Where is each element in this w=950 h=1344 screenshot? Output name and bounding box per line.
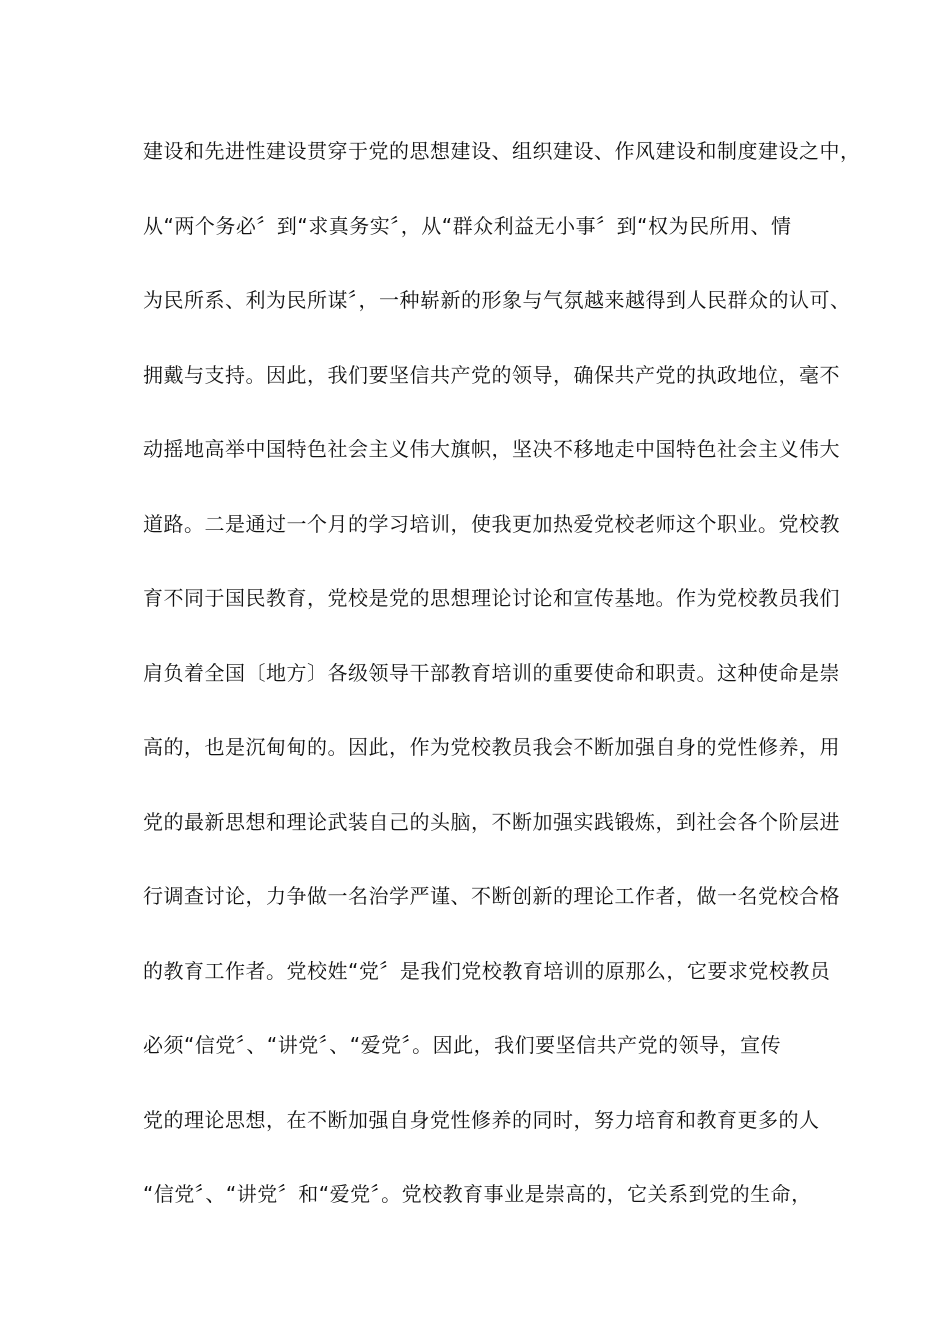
body-text bbox=[143, 128, 861, 1246]
text-line: 道路。二是通过一个月的学习培训，使我更加热爱党校老师这个职业。党校教 bbox=[143, 511, 840, 536]
text-line: 为民所系、利为民所谋〞，一种崭新的形象与气氛越来越得到人民群众的认可、 bbox=[143, 288, 851, 312]
text-line: 拥戴与支持。因此，我们要坚信共产党的领导，确保共产党的执政地位，毫不 bbox=[143, 362, 840, 387]
text-line: 必须“信党〞、“讲党〞、“爱党〞。因此，我们要坚信共产党的领导，宣传 bbox=[143, 1033, 782, 1057]
text-line: 党的最新思想和理论武装自己的头脑，不断加强实践锻炼，到社会各个阶层进 bbox=[143, 809, 840, 834]
text-line: 高的，也是沉甸甸的。因此，作为党校教员我会不断加强自身的党性修养，用 bbox=[143, 735, 840, 759]
text-line: 行调查讨论，力争做一名治学严谨、不断创新的理论工作者，做一名党校合格 bbox=[143, 884, 840, 908]
text-line: 建设和先进性建设贯穿于党的思想建设、组织建设、作风建设和制度建设之中， bbox=[143, 139, 861, 163]
text-line: “信党〞、“讲党〞和“爱党〞。党校教育事业是崇高的，它关系到党的生命， bbox=[143, 1182, 812, 1206]
text-line: 育不同于国民教育，党校是党的思想理论讨论和宣传基地。作为党校教员我们 bbox=[143, 586, 840, 610]
text-line: 党的理论思想，在不断加强自身党性修养的同时，努力培育和教育更多的人 bbox=[143, 1107, 820, 1132]
text-line: 肩负着全国〔地方〕各级领导干部教育培训的重要使命和职责。这种使命是崇 bbox=[143, 660, 840, 685]
text-line: 从“两个务必〞到“求真务实〞，从“群众利益无小事〞到“权为民所用、情 bbox=[143, 213, 792, 238]
text-line: 的教育工作者。党校姓“党〞是我们党校教育培训的原那么，它要求党校教员 bbox=[143, 958, 831, 983]
text-line: 动摇地高举中国特色社会主义伟大旗帜，坚决不移地走中国特色社会主义伟大 bbox=[143, 437, 840, 461]
